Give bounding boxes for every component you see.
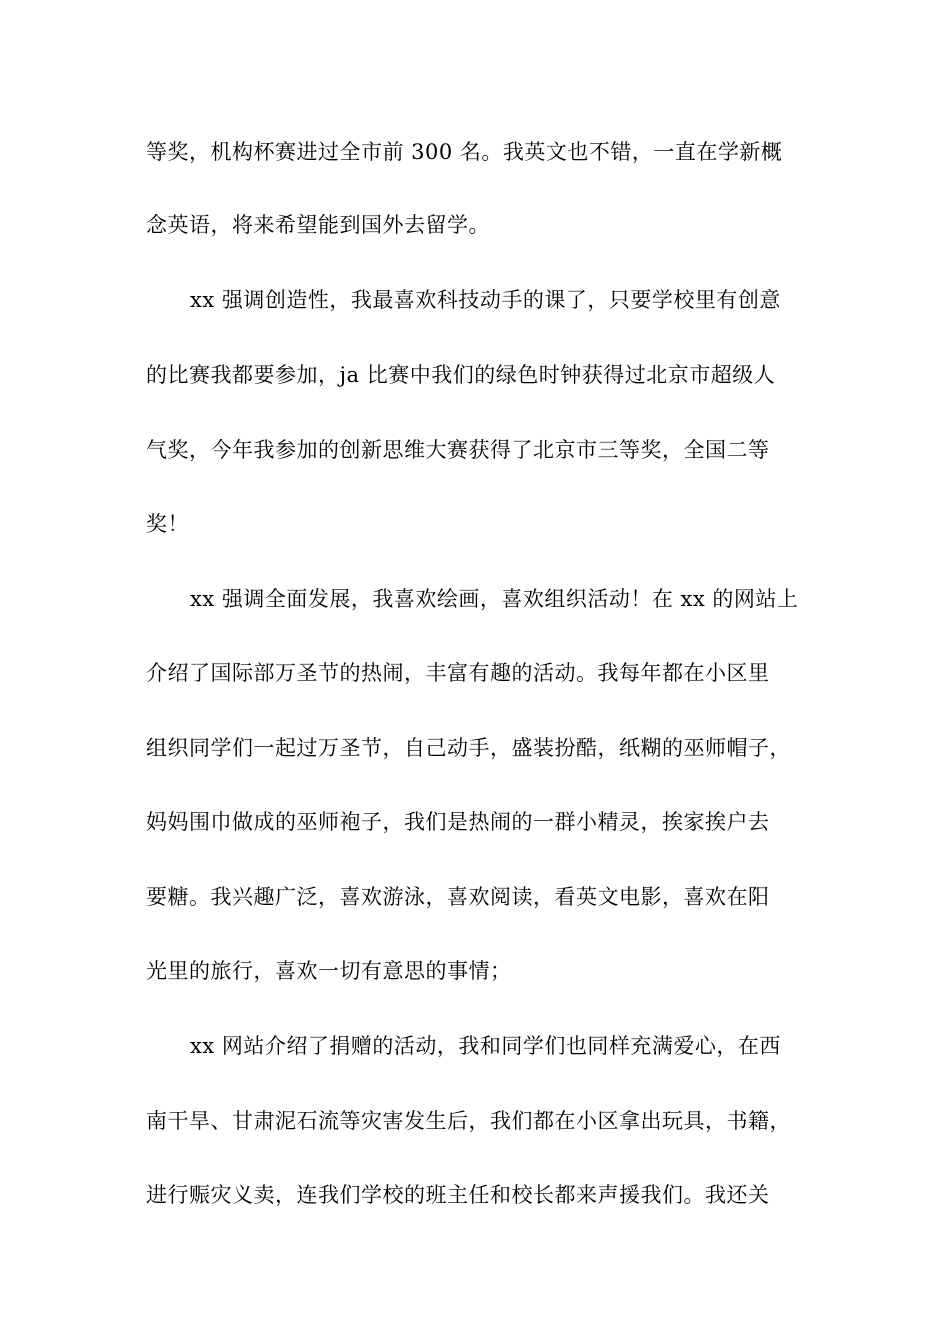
text-line: 组织同学们一起过万圣节，自己动手，盛装扮酷，纸糊的巫师帽子， bbox=[146, 736, 791, 760]
paragraph-first-line: xx 强调创造性，我最喜欢科技动手的课了，只要学校里有创意 bbox=[190, 288, 781, 312]
paragraph-first-line: xx 强调全面发展，我喜欢绘画，喜欢组织活动！在 xx 的网站上 bbox=[190, 587, 799, 611]
text-line: 妈妈围巾做成的巫师袍子，我们是热闹的一群小精灵，挨家挨户去 bbox=[146, 810, 770, 834]
text-line: 光里的旅行，喜欢一切有意思的事情； bbox=[146, 959, 512, 983]
paragraph-first-line: xx 网站介绍了捐赠的活动，我和同学们也同样充满爱心，在西 bbox=[190, 1034, 781, 1058]
text-line: 的比赛我都要参加，ja 比赛中我们的绿色时钟获得过北京市超级人 bbox=[146, 363, 776, 387]
text-line: 念英语，将来希望能到国外去留学。 bbox=[146, 213, 490, 237]
text-line: 进行赈灾义卖，连我们学校的班主任和校长都来声援我们。我还关 bbox=[146, 1183, 770, 1207]
text-line: 南干旱、甘肃泥石流等灾害发生后，我们都在小区拿出玩具，书籍， bbox=[146, 1109, 791, 1133]
text-line: 介绍了国际部万圣节的热闹，丰富有趣的活动。我每年都在小区里 bbox=[146, 661, 770, 685]
text-line: 等奖，机构杯赛进过全市前 300 名。我英文也不错，一直在学新概 bbox=[146, 140, 783, 164]
text-line: 奖！ bbox=[146, 512, 189, 536]
text-line: 要糖。我兴趣广泛，喜欢游泳，喜欢阅读，看英文电影，喜欢在阳 bbox=[146, 885, 770, 909]
text-line: 气奖，今年我参加的创新思维大赛获得了北京市三等奖，全国二等 bbox=[146, 438, 770, 462]
